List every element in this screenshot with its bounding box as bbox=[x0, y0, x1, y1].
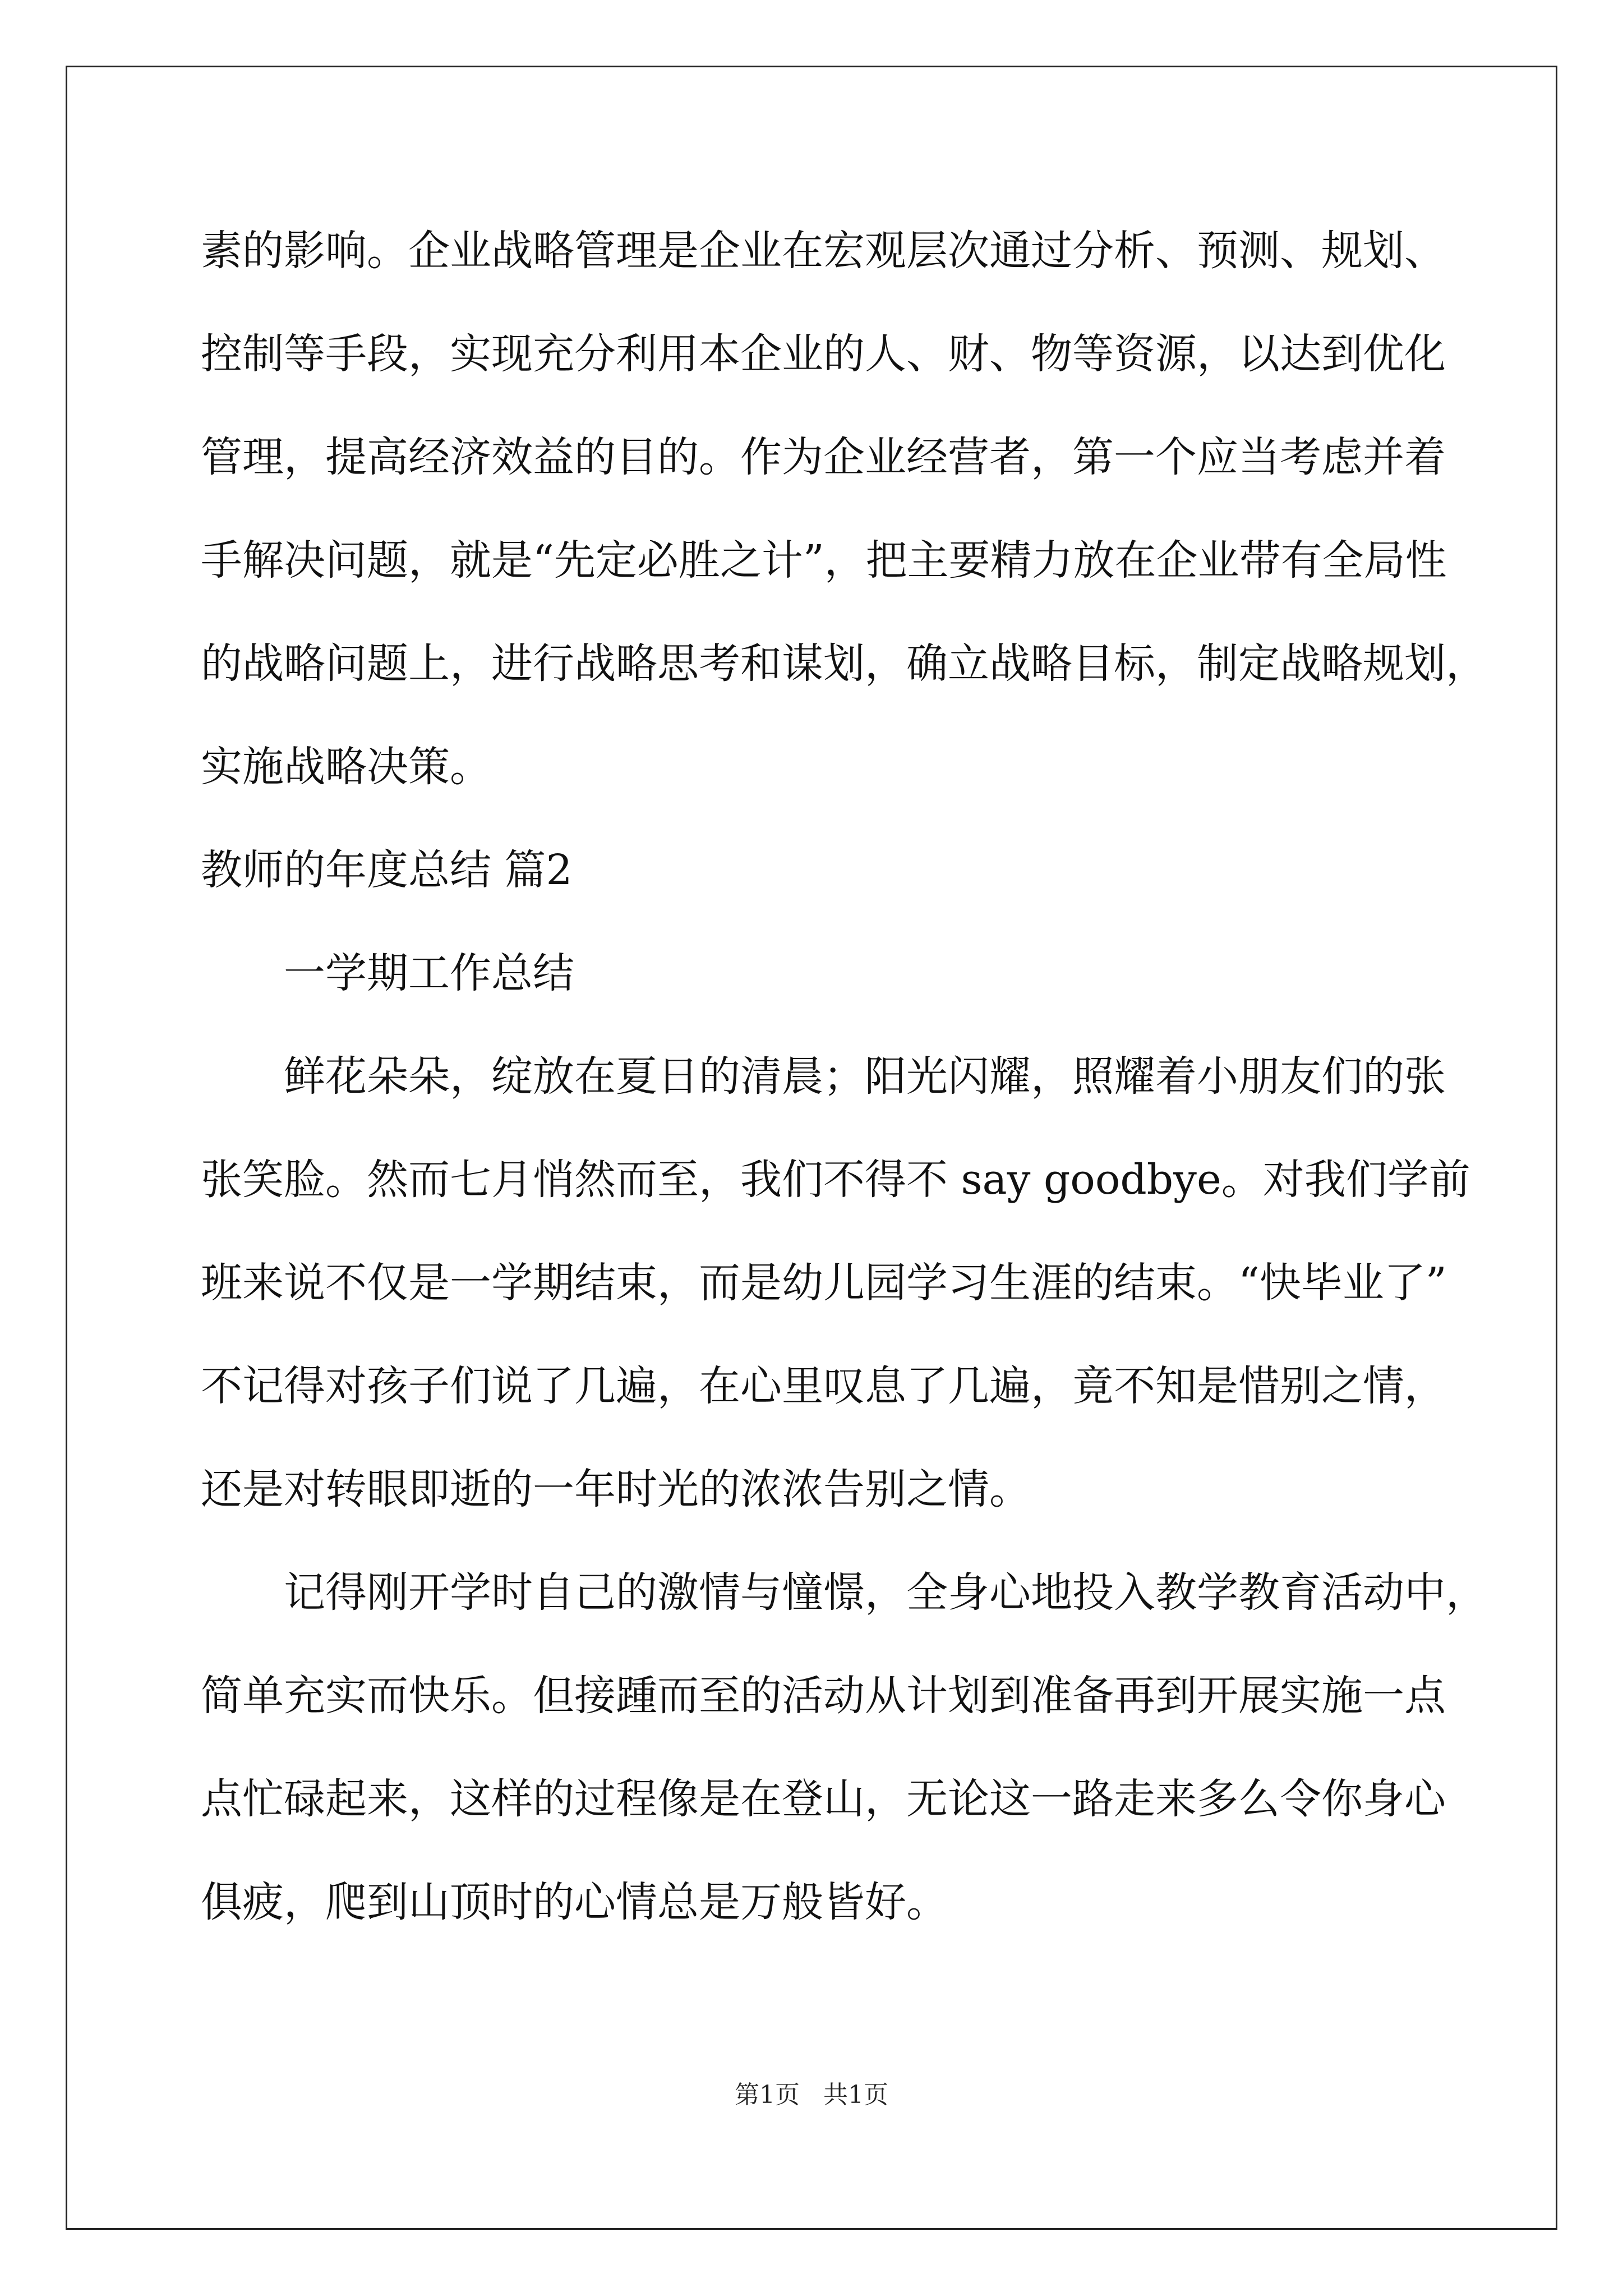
text-line: 俱疲，爬到山顶时的心情总是万般皆好。 bbox=[201, 1878, 948, 1926]
text-line: 控制等手段，实现充分利用本企业的人、财、物等资源，以达到优化 bbox=[201, 330, 1446, 378]
text-line: 班来说不仅是一学期结束，而是幼儿园学习生涯的结束。“快毕业了” bbox=[201, 1259, 1447, 1307]
text-line: 不记得对孩子们说了几遍，在心里叹息了几遍，竟不知是惜别之情， bbox=[201, 1362, 1446, 1410]
text-line: 简单充实而快乐。但接踵而至的活动从计划到准备再到开展实施一点 bbox=[201, 1672, 1446, 1720]
text-line: 管理，提高经济效益的目的。作为企业经营者，第一个应当考虑并着 bbox=[201, 433, 1446, 481]
text-line: 的战略问题上，进行战略思考和谋划，确立战略目标，制定战略规划， bbox=[201, 639, 1487, 688]
text-line: 还是对转眼即逝的一年时光的浓浓告别之情。 bbox=[201, 1465, 1031, 1513]
text-line: 素的影响。企业战略管理是企业在宏观层次通过分析、预测、规划、 bbox=[201, 227, 1446, 275]
text-line: 张笑脸。然而七月悄然而至，我们不得不 say goodbye。对我们学前 bbox=[201, 1156, 1470, 1204]
text-line: 一学期工作总结 bbox=[284, 949, 574, 997]
text-line: 记得刚开学时自己的激情与憧憬，全身心地投入教学教育活动中， bbox=[284, 1568, 1487, 1617]
text-line: 手解决问题，就是“先定必胜之计”，把主要精力放在企业带有全局性 bbox=[201, 536, 1447, 585]
document-body bbox=[201, 199, 1487, 1954]
page-footer bbox=[0, 2078, 1623, 2112]
text-line: 教师的年度总结 篇2 bbox=[201, 846, 573, 894]
page-number: 第1页 共1页 bbox=[735, 2081, 888, 2109]
text-line: 点忙碌起来，这样的过程像是在登山，无论这一路走来多么令你身心 bbox=[201, 1775, 1446, 1823]
text-line: 鲜花朵朵，绽放在夏日的清晨；阳光闪耀，照耀着小朋友们的张 bbox=[284, 1052, 1446, 1101]
text-line: 实施战略决策。 bbox=[201, 743, 491, 791]
